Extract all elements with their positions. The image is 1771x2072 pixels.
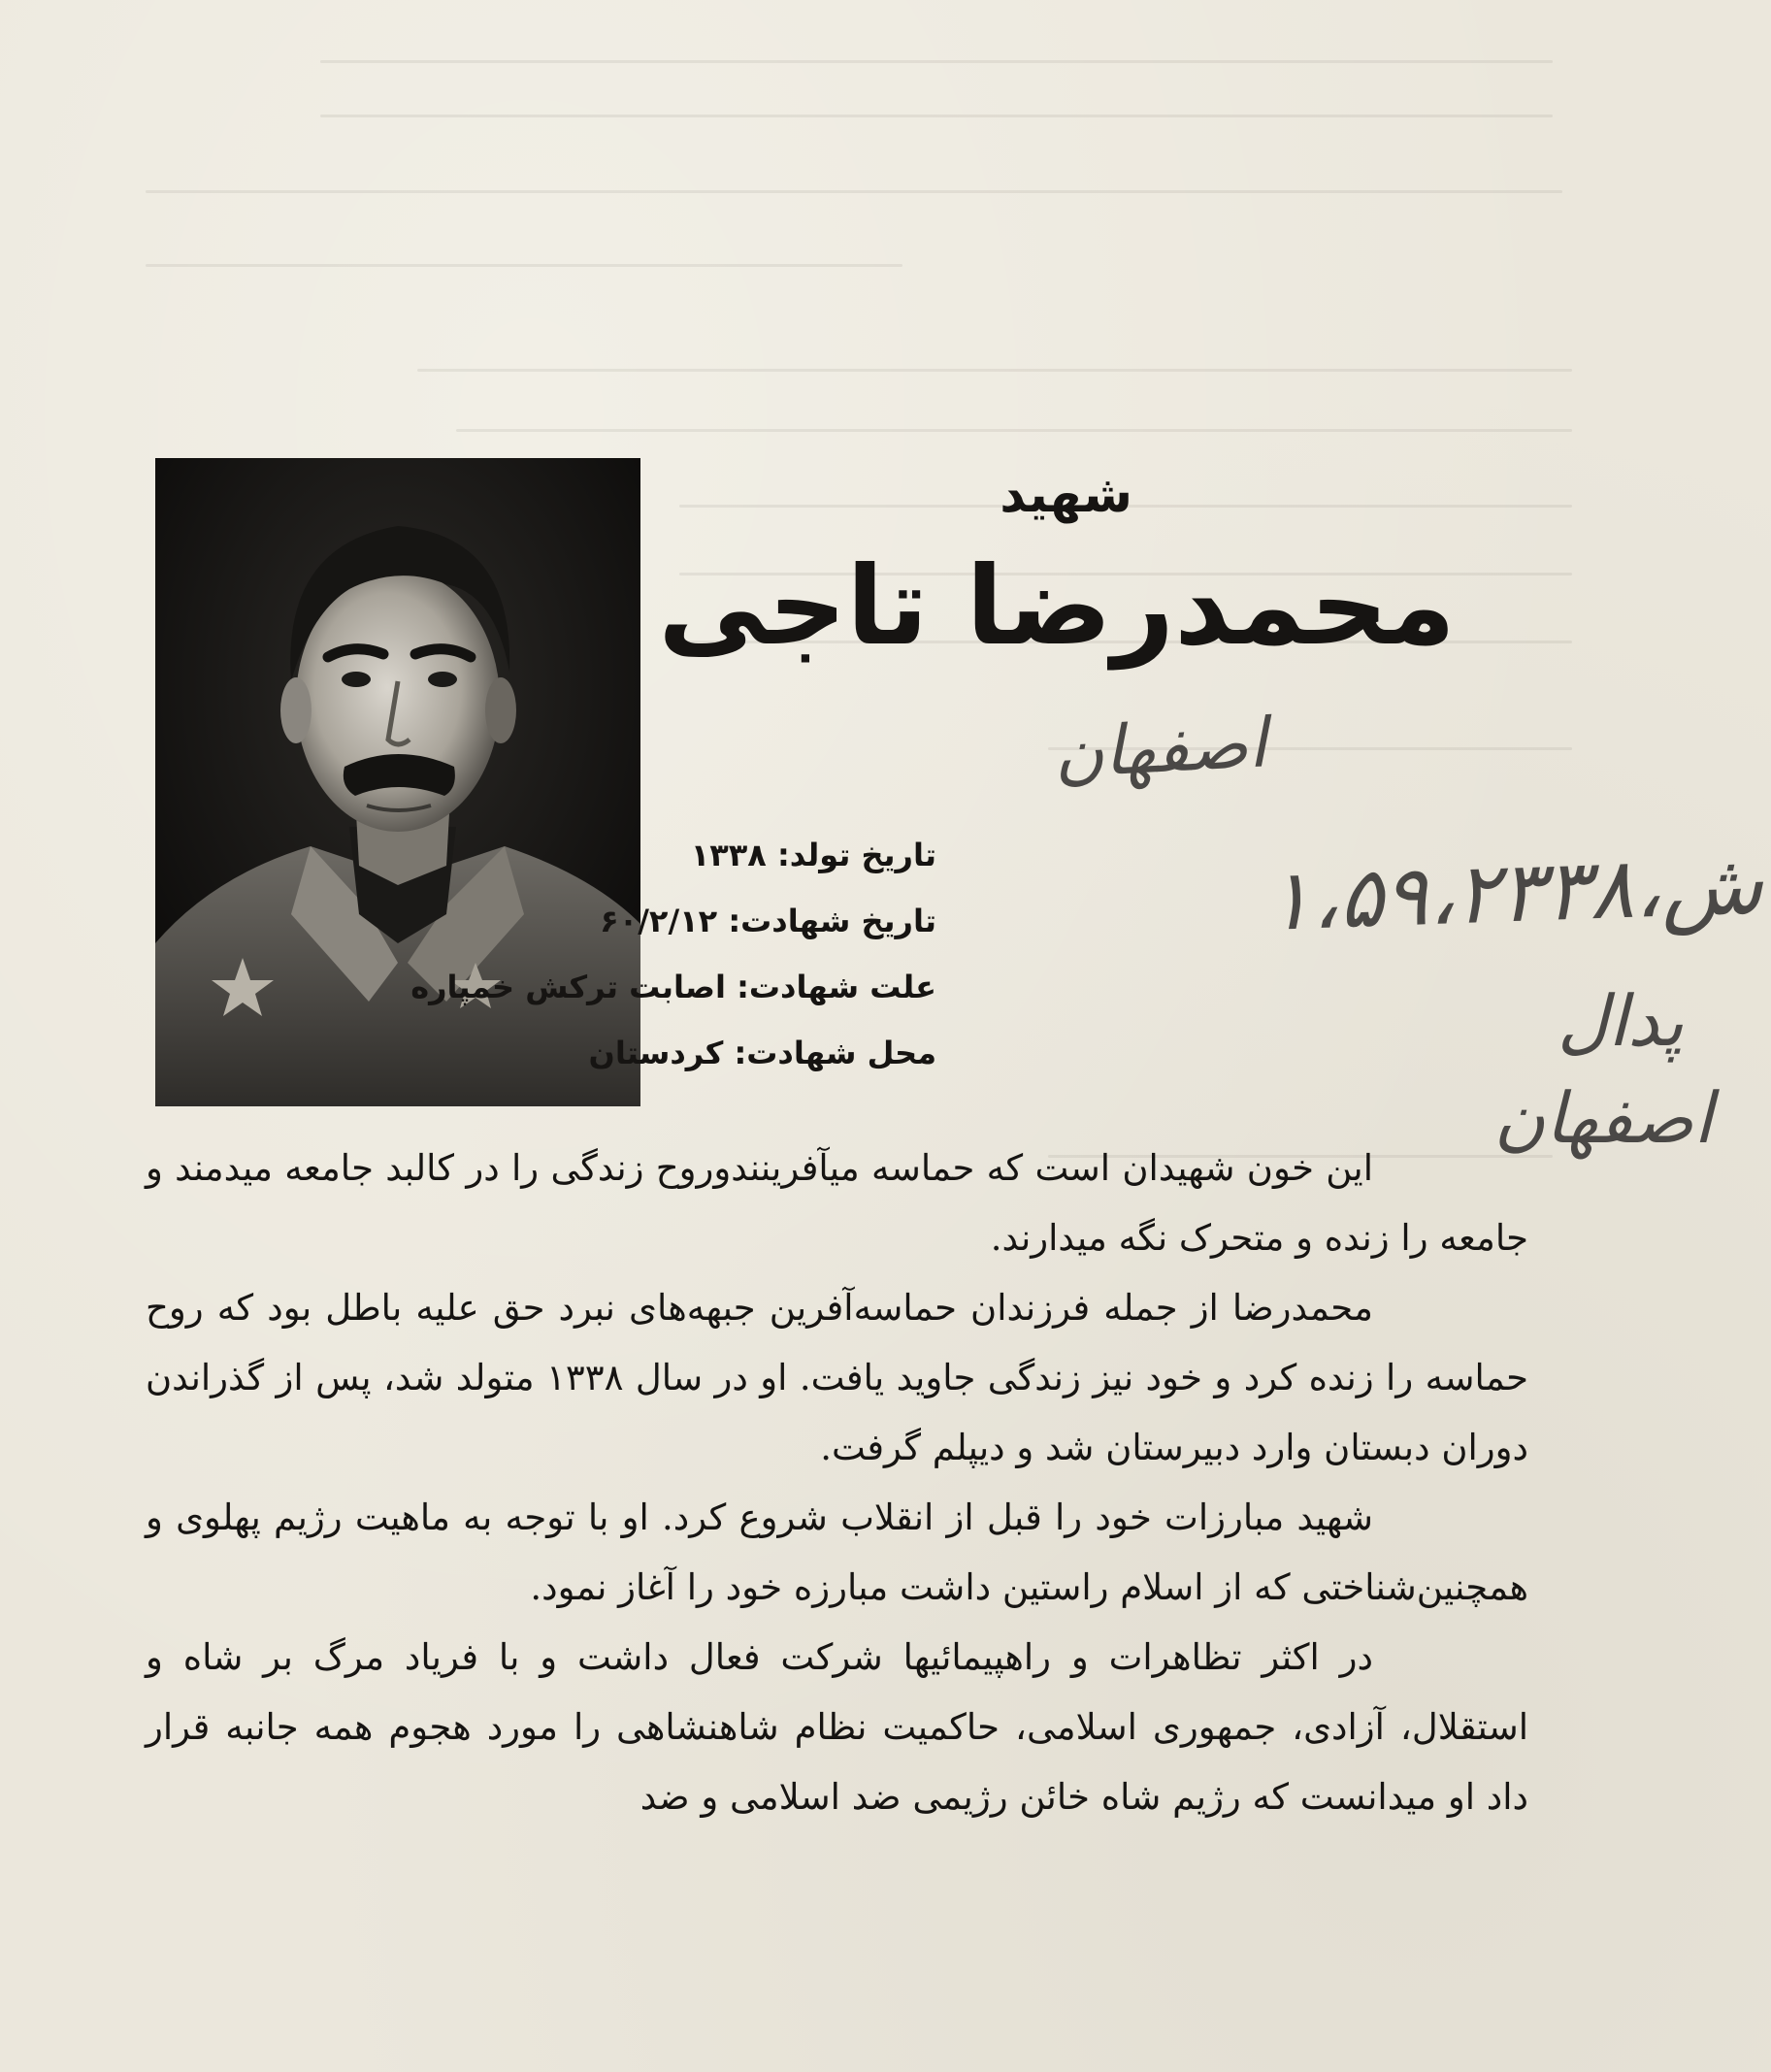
bleed-through-line — [456, 429, 1572, 432]
paragraph: محمدرضا از جمله فرزندان حماسه‌آفرین جبهه‌های نبرد حق علیه باطل بود که روح حماسه را زنده کرد و خود نیز زندگی جاوید یافت. او در سال ۱۳۳۸ متولد شد، پس از گذراندن دوران دبستان وارد دبیرستان شد و دیپلم گرفت. — [146, 1287, 1528, 1468]
paragraph: این خون شهیدان است که حماسه میآفرینندوروح زندگی را در کالبد جامعه میدمند و جامعه را زنده و متحرک نگه میدارند. — [146, 1147, 1528, 1259]
handwritten-city-top: اصفهان — [1051, 703, 1268, 794]
biography-body — [146, 1134, 1528, 1832]
handwritten-code: ش،۱،۵۹،۲۳۳۸ — [1264, 836, 1765, 950]
handwritten-word-1: پدال — [1557, 980, 1684, 1062]
bleed-through-line — [417, 369, 1572, 372]
fact-martyrdom-place: محل شهادت: کردستان — [588, 1035, 936, 1071]
bleed-through-line — [146, 190, 1562, 193]
fact-martyrdom-cause: علت شهادت: اصابت ترکش خمپاره — [410, 969, 936, 1005]
biographical-facts — [410, 837, 936, 1101]
bleed-through-line — [320, 115, 1553, 117]
paragraph: در اکثر تظاهرات و راهپیمائیها شرکت فعال داشت و با فریاد مرگ بر شاه و استقلال، آزادی، جمهوری اسلامی، حاکمیت نظام شاهنشاهی را مورد هجوم همه جانبه قرار داد او میدانست که رژیم شاه خائن رژیمی ضد اسلامی و ضد — [146, 1636, 1528, 1818]
fact-birth-date: تاریخ تولد: ۱۳۳۸ — [690, 837, 936, 873]
bleed-through-line — [146, 264, 902, 267]
bleed-through-line — [320, 60, 1553, 63]
title-martyr-label: شهید — [1000, 466, 1132, 524]
handwritten-word-2: اصفهان — [1493, 1077, 1713, 1159]
title-martyr-name: محمدرضا تاجی — [658, 543, 1456, 670]
fact-martyrdom-date: تاریخ شهادت: ۶۰/۲/۱۲ — [600, 903, 936, 939]
paragraph: شهید مبارزات خود را قبل از انقلاب شروع کرد. او با توجه به ماهیت رژیم پهلوی و همچنین‌شناختی که از اسلام راستین داشت مبارزه خود را آغاز نمود. — [146, 1496, 1528, 1608]
